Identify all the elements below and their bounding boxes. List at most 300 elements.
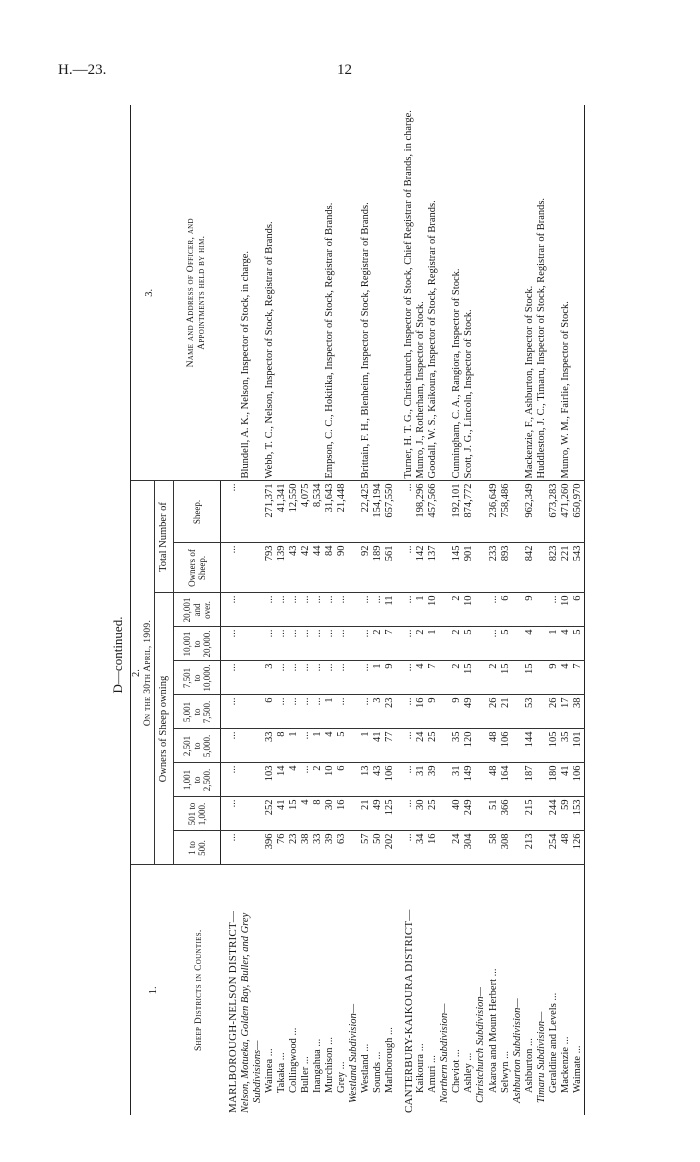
owners-count-cell — [240, 661, 252, 695]
band-header-6: 7,501 to 10,000. — [174, 661, 221, 695]
owners-count-cell: 30 — [415, 797, 427, 831]
owners-count-cell: 8 — [276, 729, 288, 763]
officer-cell: Turner, H. T. G., Christchurch, Inspector of Stock, Chief Registrar of Brands, in charge. — [397, 105, 416, 481]
owners-count-cell: 43 — [372, 763, 384, 797]
owners-count-cell: 5 — [572, 627, 585, 661]
total-owners-cell — [512, 543, 524, 593]
total-sheep-cell — [512, 481, 524, 543]
owners-count-cell: 76 — [276, 831, 288, 865]
owners-count-cell — [439, 729, 451, 763]
owners-count-cell: ... — [276, 627, 288, 661]
owners-count-cell: ... — [324, 593, 336, 627]
district-label: MARLBOROUGH-NELSON DISTRICT— — [227, 910, 240, 1113]
owners-count-cell: ... — [221, 627, 240, 661]
owners-count-cell: 53 — [524, 695, 536, 729]
total-owners-cell: 543 — [572, 543, 585, 593]
table-row — [536, 105, 548, 1115]
table-row — [221, 105, 240, 1115]
district-label: Buller ... — [300, 1056, 311, 1093]
band-header-2: 501 to 1,000. — [174, 797, 221, 831]
owners-count-cell — [240, 763, 252, 797]
total-sheep-cell: 650,970 — [572, 481, 585, 543]
owners-count-cell: 1 — [360, 729, 372, 763]
owners-count-cell: 1 — [372, 661, 384, 695]
owners-count-cell: 33 — [312, 831, 324, 865]
officer-cell: Cunningham, C. A., Rangiora, Inspector of Stock. — [451, 105, 463, 481]
table-row — [548, 105, 560, 1115]
owners-count-cell: ... — [288, 627, 300, 661]
table-bottom-rule — [585, 105, 586, 1115]
owners-count-cell — [512, 627, 524, 661]
district-label: Westland Subdivision— — [348, 1003, 360, 1103]
owners-count-cell: 125 — [384, 797, 396, 831]
owners-count-cell: ... — [221, 695, 240, 729]
owners-count-cell: 9 — [384, 661, 396, 695]
owners-count-cell: 366 — [500, 797, 512, 831]
owners-count-cell: 16 — [415, 695, 427, 729]
total-owners-cell: 84 — [324, 543, 336, 593]
owners-count-cell: 39 — [324, 831, 336, 865]
owners-count-cell: 48 — [488, 729, 500, 763]
document-id: H.—23. — [58, 62, 107, 78]
owners-count-cell: 13 — [360, 763, 372, 797]
table-row — [324, 105, 336, 1115]
district-label: Westland ... — [360, 1043, 372, 1093]
total-sheep-cell: ... — [397, 481, 416, 543]
officer-cell: Blundell, A. K., Nelson, Inspector of Stock, in charge. — [240, 105, 252, 481]
district-label: Subdivisions— — [251, 1040, 263, 1103]
owners-count-cell: 6 — [572, 593, 585, 627]
owners-count-cell: ... — [324, 661, 336, 695]
owners-count-cell: 7 — [572, 661, 585, 695]
owners-count-cell — [348, 763, 360, 797]
owners-count-cell — [439, 831, 451, 865]
total-sheep-cell: 154,194 — [372, 481, 384, 543]
total-sheep-cell: 41,341 — [276, 481, 288, 543]
col3-heading: Name and Address of Officer, and Appointments held by him. — [186, 218, 208, 368]
table-row — [451, 105, 463, 1115]
owners-count-cell: ... — [312, 661, 324, 695]
owners-count-cell: 48 — [560, 831, 572, 865]
owners-count-cell: ... — [312, 593, 324, 627]
total-owners-cell: 793 — [264, 543, 276, 593]
officer-cell — [276, 105, 288, 481]
owners-count-cell: 10 — [463, 593, 475, 627]
owners-count-cell: ... — [397, 661, 416, 695]
owners-count-cell: ... — [397, 831, 416, 865]
owners-count-cell: 38 — [572, 695, 585, 729]
owners-count-cell: 59 — [560, 797, 572, 831]
owners-count-cell: 38 — [300, 831, 312, 865]
owners-count-cell: 252 — [264, 797, 276, 831]
officer-cell — [300, 105, 312, 481]
owners-count-cell: 14 — [276, 763, 288, 797]
owners-count-cell: 101 — [572, 729, 585, 763]
total-owners-cell: 90 — [336, 543, 348, 593]
owners-count-cell — [536, 729, 548, 763]
district-label: Waimea ... — [263, 1048, 275, 1093]
owners-count-cell: 4 — [300, 797, 312, 831]
owners-count-cell — [512, 695, 524, 729]
owners-count-cell: 4 — [415, 661, 427, 695]
owners-count-cell: 23 — [288, 831, 300, 865]
district-label: Timaru Subdivision— — [535, 1011, 547, 1103]
total-sheep-cell — [252, 481, 264, 543]
col3-number: 3. — [144, 288, 156, 297]
owners-count-cell — [348, 593, 360, 627]
officer-cell — [500, 105, 512, 481]
total-owners-cell: 561 — [384, 543, 396, 593]
owners-count-cell — [475, 627, 487, 661]
owners-count-cell: ... — [397, 797, 416, 831]
owners-count-cell: 48 — [488, 763, 500, 797]
owners-count-cell: 51 — [488, 797, 500, 831]
table-row — [300, 105, 312, 1115]
owners-count-cell: 10 — [324, 763, 336, 797]
district-label: Christchurch Subdivision— — [475, 987, 487, 1103]
owners-count-cell: ... — [397, 729, 416, 763]
total-sheep-cell — [475, 481, 487, 543]
owners-count-cell: 1 — [288, 729, 300, 763]
owners-count-cell — [240, 627, 252, 661]
owners-count-cell — [240, 729, 252, 763]
table-row — [572, 105, 585, 1115]
district-label: Inangahua ... — [312, 1038, 324, 1093]
owners-count-cell: 24 — [451, 831, 463, 865]
band-header-4: 2,501 to 5,000. — [174, 729, 221, 763]
owners-count-cell: 6 — [264, 695, 276, 729]
district-label: Sounds ... — [372, 1051, 384, 1093]
owners-count-cell — [240, 797, 252, 831]
owners-count-cell: 26 — [548, 695, 560, 729]
owners-count-cell — [252, 797, 264, 831]
owners-heading: Owners of Sheep owning — [154, 593, 173, 865]
total-owners-cell: 221 — [560, 543, 572, 593]
owners-count-cell: 4 — [560, 661, 572, 695]
owners-count-cell — [536, 763, 548, 797]
owners-count-cell: 30 — [324, 797, 336, 831]
owners-count-cell — [439, 763, 451, 797]
total-sheep-cell: 673,283 — [548, 481, 560, 543]
total-owners-cell — [348, 543, 360, 593]
total-owners-cell: 233 — [488, 543, 500, 593]
owners-count-cell: 49 — [463, 695, 475, 729]
district-label: Mackenzie ... — [559, 1036, 571, 1093]
owners-count-cell: 7 — [384, 627, 396, 661]
owners-count-cell — [512, 593, 524, 627]
owners-count-cell — [536, 797, 548, 831]
owners-count-cell: 11 — [384, 593, 396, 627]
officer-cell: Scott, J. G., Lincoln, Inspector of Stock. — [463, 105, 475, 481]
district-label: CANTERBURY-KAIKOURA DISTRICT— — [402, 909, 415, 1113]
total-owners-cell: ... — [221, 543, 240, 593]
owners-count-cell: 1 — [415, 593, 427, 627]
owners-count-cell: ... — [288, 695, 300, 729]
owners-count-cell — [512, 661, 524, 695]
owners-count-cell: 187 — [524, 763, 536, 797]
table-row — [427, 105, 439, 1115]
district-label: Geraldine and Levels ... — [547, 992, 559, 1093]
table-row — [312, 105, 324, 1115]
total-sheep-cell: 192,101 — [451, 481, 463, 543]
owners-count-cell: 213 — [524, 831, 536, 865]
owners-count-cell: 215 — [524, 797, 536, 831]
table-body — [221, 105, 585, 1115]
owners-count-cell — [439, 661, 451, 695]
owners-count-cell: 1 — [427, 627, 439, 661]
total-sheep-cell: 657,550 — [384, 481, 396, 543]
total-sheep-cell: 236,649 — [488, 481, 500, 543]
owners-count-cell — [348, 729, 360, 763]
owners-count-cell: ... — [548, 593, 560, 627]
owners-count-cell: 9 — [427, 695, 439, 729]
table-row — [512, 105, 524, 1115]
owners-count-cell: 63 — [336, 831, 348, 865]
owners-count-cell: 9 — [451, 695, 463, 729]
owners-count-cell: 23 — [384, 695, 396, 729]
band-header-3: 1,001 to 2,500. — [174, 763, 221, 797]
owners-count-cell: 106 — [500, 729, 512, 763]
owners-count-cell — [475, 729, 487, 763]
owners-count-cell: 106 — [384, 763, 396, 797]
owners-count-cell: ... — [221, 661, 240, 695]
table-row — [240, 105, 252, 1115]
owners-count-cell — [252, 763, 264, 797]
owners-count-cell: 180 — [548, 763, 560, 797]
owners-count-cell: 304 — [463, 831, 475, 865]
owners-count-cell — [512, 763, 524, 797]
owners-count-cell — [475, 695, 487, 729]
officer-cell — [439, 105, 451, 481]
owners-count-cell: 2 — [451, 593, 463, 627]
table-row — [336, 105, 348, 1115]
total-sheep-cell: 758,486 — [500, 481, 512, 543]
owners-count-cell: 2 — [312, 763, 324, 797]
officer-cell: Brittain, F. H., Blenheim, Inspector of Stock, Registrar of Brands. — [360, 105, 372, 481]
owners-count-cell: 4 — [288, 763, 300, 797]
owners-count-cell — [252, 661, 264, 695]
owners-count-cell: 3 — [264, 661, 276, 695]
owners-count-cell: 9 — [548, 661, 560, 695]
officer-cell: Huddleston, J. C., Timaru, Inspector of Stock, Registrar of Brands. — [536, 105, 548, 481]
owners-count-cell: 202 — [384, 831, 396, 865]
owners-count-cell — [475, 831, 487, 865]
owners-count-cell: 34 — [415, 831, 427, 865]
owners-count-cell: 16 — [427, 831, 439, 865]
continued-title: D—continued. — [110, 616, 125, 694]
owners-count-cell — [439, 797, 451, 831]
officer-cell: Empson, C. C., Hokitika, Inspector of Stock, Registrar of Brands. — [324, 105, 336, 481]
owners-count-cell — [348, 831, 360, 865]
district-label: Amuri ... — [427, 1055, 439, 1093]
officer-cell — [548, 105, 560, 481]
owners-count-cell: 153 — [572, 797, 585, 831]
owners-count-cell: 2 — [451, 627, 463, 661]
total-owners-cell: 145 — [451, 543, 463, 593]
col3-header — [131, 105, 221, 481]
owners-count-cell: 16 — [336, 797, 348, 831]
table-row — [252, 105, 264, 1115]
owners-count-cell: 15 — [500, 661, 512, 695]
owners-count-cell: 5 — [500, 627, 512, 661]
owners-count-cell: ... — [221, 729, 240, 763]
owners-count-cell: 31 — [451, 763, 463, 797]
owners-count-cell: 40 — [451, 797, 463, 831]
owners-count-cell: 21 — [500, 695, 512, 729]
officer-cell — [221, 105, 240, 481]
owners-count-cell — [536, 627, 548, 661]
owners-count-cell: 2 — [415, 627, 427, 661]
owners-count-cell — [240, 831, 252, 865]
owners-count-cell: ... — [336, 627, 348, 661]
owners-count-cell: ... — [488, 593, 500, 627]
owners-count-cell: 8 — [312, 797, 324, 831]
owners-count-cell: 1 — [312, 729, 324, 763]
owners-count-cell — [512, 729, 524, 763]
band-header-8: 20,001 and over. — [174, 593, 221, 627]
owners-count-cell: 25 — [427, 797, 439, 831]
owners-count-cell: 2 — [372, 627, 384, 661]
owners-count-cell: ... — [360, 695, 372, 729]
district-label: Northern Subdivision— — [439, 1003, 451, 1103]
table-row — [360, 105, 372, 1115]
total-sheep-cell: 874,772 — [463, 481, 475, 543]
owners-count-cell — [536, 661, 548, 695]
owners-count-cell: ... — [221, 593, 240, 627]
total-sheep-cell — [439, 481, 451, 543]
district-label: Collingwood ... — [287, 1027, 299, 1093]
owners-count-cell: ... — [276, 661, 288, 695]
col1-number: 1. — [147, 986, 159, 995]
owners-count-cell: ... — [221, 797, 240, 831]
district-label: Selwyn ... — [499, 1051, 511, 1093]
owners-count-cell — [439, 593, 451, 627]
officer-cell: Goodall, W. S., Kaikoura, Inspector of Stock, Registrar of Brands. — [427, 105, 439, 481]
owners-count-cell: 1 — [548, 627, 560, 661]
officer-cell — [384, 105, 396, 481]
total-sheep-cell: 4,075 — [300, 481, 312, 543]
owners-count-cell: 10 — [560, 593, 572, 627]
district-label: Takaka ... — [275, 1052, 287, 1093]
owners-count-cell: ... — [276, 695, 288, 729]
owners-count-cell — [252, 729, 264, 763]
table-row — [439, 105, 451, 1115]
owners-count-cell: ... — [288, 661, 300, 695]
owners-count-cell: 7 — [427, 661, 439, 695]
table-row — [500, 105, 512, 1115]
col1-header — [131, 865, 221, 1115]
officer-cell — [348, 105, 360, 481]
district-label: Ashburton ... — [523, 1038, 535, 1093]
owners-count-cell: ... — [488, 627, 500, 661]
district-label: Nelson, Motueka, Golden Bay, Buller, and Grey — [239, 912, 251, 1113]
owners-count-cell: 120 — [463, 729, 475, 763]
table-row — [384, 105, 396, 1115]
owners-count-cell: ... — [312, 695, 324, 729]
owners-count-cell: 33 — [264, 729, 276, 763]
owners-of-sheep-header: Owners of Sheep. — [174, 543, 221, 593]
owners-count-cell — [348, 661, 360, 695]
total-owners-cell: 893 — [500, 543, 512, 593]
table-row — [276, 105, 288, 1115]
owners-count-cell: ... — [324, 627, 336, 661]
owners-count-cell: 4 — [524, 627, 536, 661]
owners-count-cell: 5 — [463, 627, 475, 661]
owners-count-cell: ... — [300, 593, 312, 627]
owners-count-cell — [475, 797, 487, 831]
owners-count-cell: ... — [288, 593, 300, 627]
total-sheep-cell: 471,260 — [560, 481, 572, 543]
owners-count-cell — [536, 831, 548, 865]
total-owners-cell — [536, 543, 548, 593]
band-header-5: 5,001 to 7,500. — [174, 695, 221, 729]
officer-cell — [488, 105, 500, 481]
total-owners-cell: 823 — [548, 543, 560, 593]
table-row — [524, 105, 536, 1115]
owners-count-cell: 15 — [288, 797, 300, 831]
officer-cell — [372, 105, 384, 481]
owners-count-cell: 4 — [324, 729, 336, 763]
district-label: Cheviot ... — [451, 1049, 463, 1093]
owners-count-cell: ... — [360, 627, 372, 661]
owners-count-cell: 6 — [500, 593, 512, 627]
table-row — [415, 105, 427, 1115]
owners-count-cell: 106 — [572, 763, 585, 797]
officer-cell — [312, 105, 324, 481]
total-owners-cell: 43 — [288, 543, 300, 593]
officer-cell: Mackenzie, F., Ashburton, Inspector of Stock. — [524, 105, 536, 481]
owners-count-cell: ... — [300, 729, 312, 763]
owners-count-cell: 105 — [548, 729, 560, 763]
owners-count-cell — [252, 695, 264, 729]
owners-count-cell — [348, 627, 360, 661]
table-row — [475, 105, 487, 1115]
col2-header — [131, 481, 154, 865]
total-sheep-cell: 962,349 — [524, 481, 536, 543]
officer-cell — [252, 105, 264, 481]
table-row — [397, 105, 416, 1115]
owners-count-cell: 10 — [427, 593, 439, 627]
total-owners-cell — [252, 543, 264, 593]
owners-count-cell: 41 — [372, 729, 384, 763]
owners-count-cell: 1 — [324, 695, 336, 729]
table-row — [560, 105, 572, 1115]
district-label: Grey ... — [336, 1061, 348, 1093]
owners-count-cell: 244 — [548, 797, 560, 831]
owners-count-cell — [439, 695, 451, 729]
owners-count-cell — [475, 661, 487, 695]
owners-count-cell: 31 — [415, 763, 427, 797]
total-owners-cell: 901 — [463, 543, 475, 593]
total-owners-cell: 42 — [300, 543, 312, 593]
total-owners-cell: 842 — [524, 543, 536, 593]
owners-count-cell — [252, 593, 264, 627]
owners-count-cell: ... — [264, 593, 276, 627]
total-owners-cell: 137 — [427, 543, 439, 593]
owners-count-cell: 254 — [548, 831, 560, 865]
owners-count-cell — [439, 627, 451, 661]
owners-count-cell: 58 — [488, 831, 500, 865]
total-owners-cell: 44 — [312, 543, 324, 593]
district-label: Waimate ... — [571, 1045, 583, 1093]
total-owners-cell: 139 — [276, 543, 288, 593]
officer-cell — [475, 105, 487, 481]
owners-count-cell — [475, 593, 487, 627]
owners-count-cell: 25 — [427, 729, 439, 763]
owners-count-cell — [475, 763, 487, 797]
owners-count-cell: 41 — [560, 763, 572, 797]
officer-cell — [336, 105, 348, 481]
